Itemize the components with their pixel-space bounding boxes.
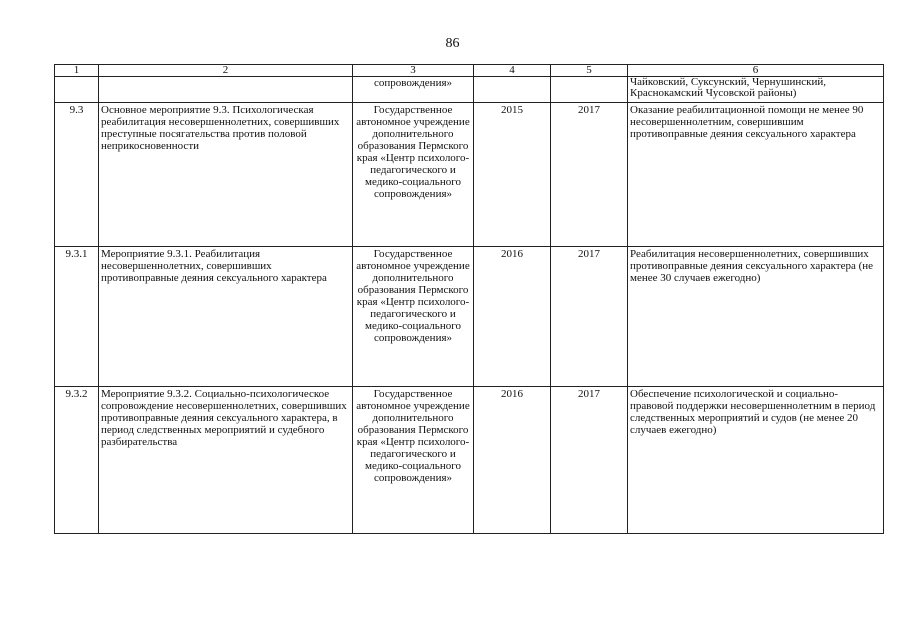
cell-year-end (551, 77, 628, 103)
cell-name: Основное мероприятие 9.3. Психологическая реабилитация несовершеннолетних, совершивших преступные посягательства против половой неприкосновенности (99, 103, 353, 247)
cell-name: Мероприятие 9.3.2. Социально-психологическое сопровождение несовершеннолетних, совершивших противоправные деяния сексуального характера, в период следственных мероприятий и судебного разбирательства (99, 387, 353, 534)
cell-year-start: 2015 (474, 103, 551, 247)
cell-result: Обеспечение психологической и социально-правовой поддержки несовершеннолетним в период следственных мероприятий и судов (не менее 20 случаев ежегодно) (628, 387, 884, 534)
column-header-2: 2 (99, 65, 353, 77)
cell-executor: Государственное автономное учреждение дополнительного образования Пермского края «Центр психолого-педагогического и медико-социального сопровождения» (353, 103, 474, 247)
cell-executor: Государственное автономное учреждение дополнительного образования Пермского края «Центр психолого-педагогического и медико-социального сопровождения» (353, 387, 474, 534)
measures-table (54, 64, 884, 534)
cell-number (55, 77, 99, 103)
column-header-5: 5 (551, 65, 628, 77)
column-header-4: 4 (474, 65, 551, 77)
cell-name (99, 77, 353, 103)
cell-executor: сопровождения» (353, 77, 474, 103)
table-row (55, 247, 884, 387)
cell-result: Реабилитация несовершеннолетних, совершивших противоправные деяния сексуального характера (не менее 30 случаев ежегодно) (628, 247, 884, 387)
cell-name: Мероприятие 9.3.1. Реабилитация несовершеннолетних, совершивших противоправные деяния сексуального характера (99, 247, 353, 387)
cell-year-end: 2017 (551, 247, 628, 387)
column-header-6: 6 (628, 65, 884, 77)
cell-year-end: 2017 (551, 387, 628, 534)
cell-number: 9.3.1 (55, 247, 99, 387)
cell-year-start: 2016 (474, 387, 551, 534)
cell-number: 9.3 (55, 103, 99, 247)
cell-year-end: 2017 (551, 103, 628, 247)
cell-result: Чайковский, Суксунский, Чернушинский, Краснокамский Чусовской районы) (628, 77, 884, 103)
table-header-row (55, 65, 884, 77)
cell-year-start: 2016 (474, 247, 551, 387)
table-row-continuation (55, 77, 884, 103)
table-row (55, 103, 884, 247)
cell-year-start (474, 77, 551, 103)
table-row (55, 387, 884, 534)
cell-number: 9.3.2 (55, 387, 99, 534)
column-header-3: 3 (353, 65, 474, 77)
page-number: 86 (445, 36, 460, 51)
cell-executor: Государственное автономное учреждение дополнительного образования Пермского края «Центр психолого-педагогического и медико-социального сопровождения» (353, 247, 474, 387)
column-header-1: 1 (55, 65, 99, 77)
cell-result: Оказание реабилитационной помощи не менее 90 несовершеннолетним, совершившим противоправные деяния сексуального характера (628, 103, 884, 247)
